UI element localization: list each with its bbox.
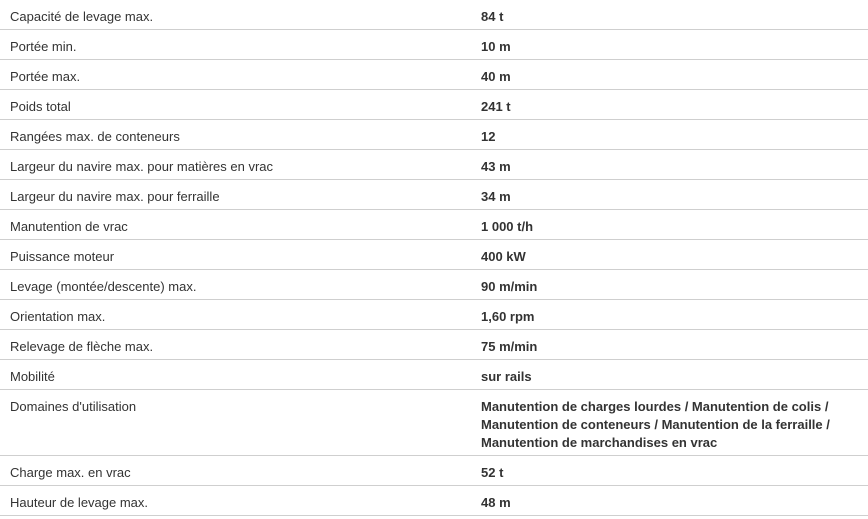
spec-label: Portée min. [10, 39, 77, 54]
spec-value: 75 m/min [481, 339, 538, 354]
spec-label: Rangées max. de conteneurs [10, 129, 180, 144]
spec-label: Hauteur de levage max. [10, 495, 149, 510]
spec-value [470, 390, 868, 452]
spec-value: 84 t [481, 9, 504, 24]
spec-value: 43 m [481, 159, 511, 174]
spec-label: Charge max. en vrac [10, 465, 131, 480]
spec-label: Portée max. [10, 69, 81, 84]
table-row [0, 90, 868, 120]
table-row [0, 456, 868, 486]
spec-label: Poids total [10, 99, 71, 114]
spec-label: Relevage de flèche max. [10, 339, 154, 354]
table-row [0, 210, 868, 240]
spec-label: Largeur du navire max. pour ferraille [10, 189, 220, 204]
spec-value: 241 t [481, 99, 511, 114]
spec-label: Manutention de vrac [10, 219, 128, 234]
spec-value: 40 m [481, 69, 511, 84]
spec-value-line: Manutention de marchandises en vrac [481, 435, 718, 450]
spec-value: 34 m [481, 189, 511, 204]
spec-label: Puissance moteur [10, 249, 115, 264]
table-row [0, 60, 868, 90]
table-row [0, 486, 868, 516]
spec-value: 400 kW [481, 249, 526, 264]
table-row [0, 180, 868, 210]
table-row [0, 30, 868, 60]
spec-value: 12 [481, 129, 496, 144]
spec-label: Mobilité [10, 369, 55, 384]
spec-label: Capacité de levage max. [10, 9, 154, 24]
table-row [0, 300, 868, 330]
spec-value: sur rails [481, 369, 532, 384]
spec-label: Domaines d'utilisation [10, 399, 137, 414]
table-row [0, 270, 868, 300]
spec-value: 10 m [481, 39, 511, 54]
table-row [0, 120, 868, 150]
table-row [0, 0, 868, 30]
spec-value: 52 t [481, 465, 504, 480]
table-row [0, 240, 868, 270]
spec-label: Orientation max. [10, 309, 106, 324]
spec-value: 90 m/min [481, 279, 538, 294]
spec-label: Largeur du navire max. pour matières en vrac [10, 159, 274, 174]
spec-label: Levage (montée/descente) max. [10, 279, 197, 294]
spec-value: 48 m [481, 495, 511, 510]
spec-value: 1 000 t/h [481, 219, 534, 234]
table-row [0, 390, 868, 456]
table-row [0, 360, 868, 390]
spec-value-line: Manutention de conteneurs / Manutention de la ferraille / [481, 417, 830, 432]
table-row [0, 150, 868, 180]
spec-value: 1,60 rpm [481, 309, 535, 324]
table-row [0, 330, 868, 360]
spec-value-line: Manutention de charges lourdes / Manutention de colis / [481, 399, 829, 414]
